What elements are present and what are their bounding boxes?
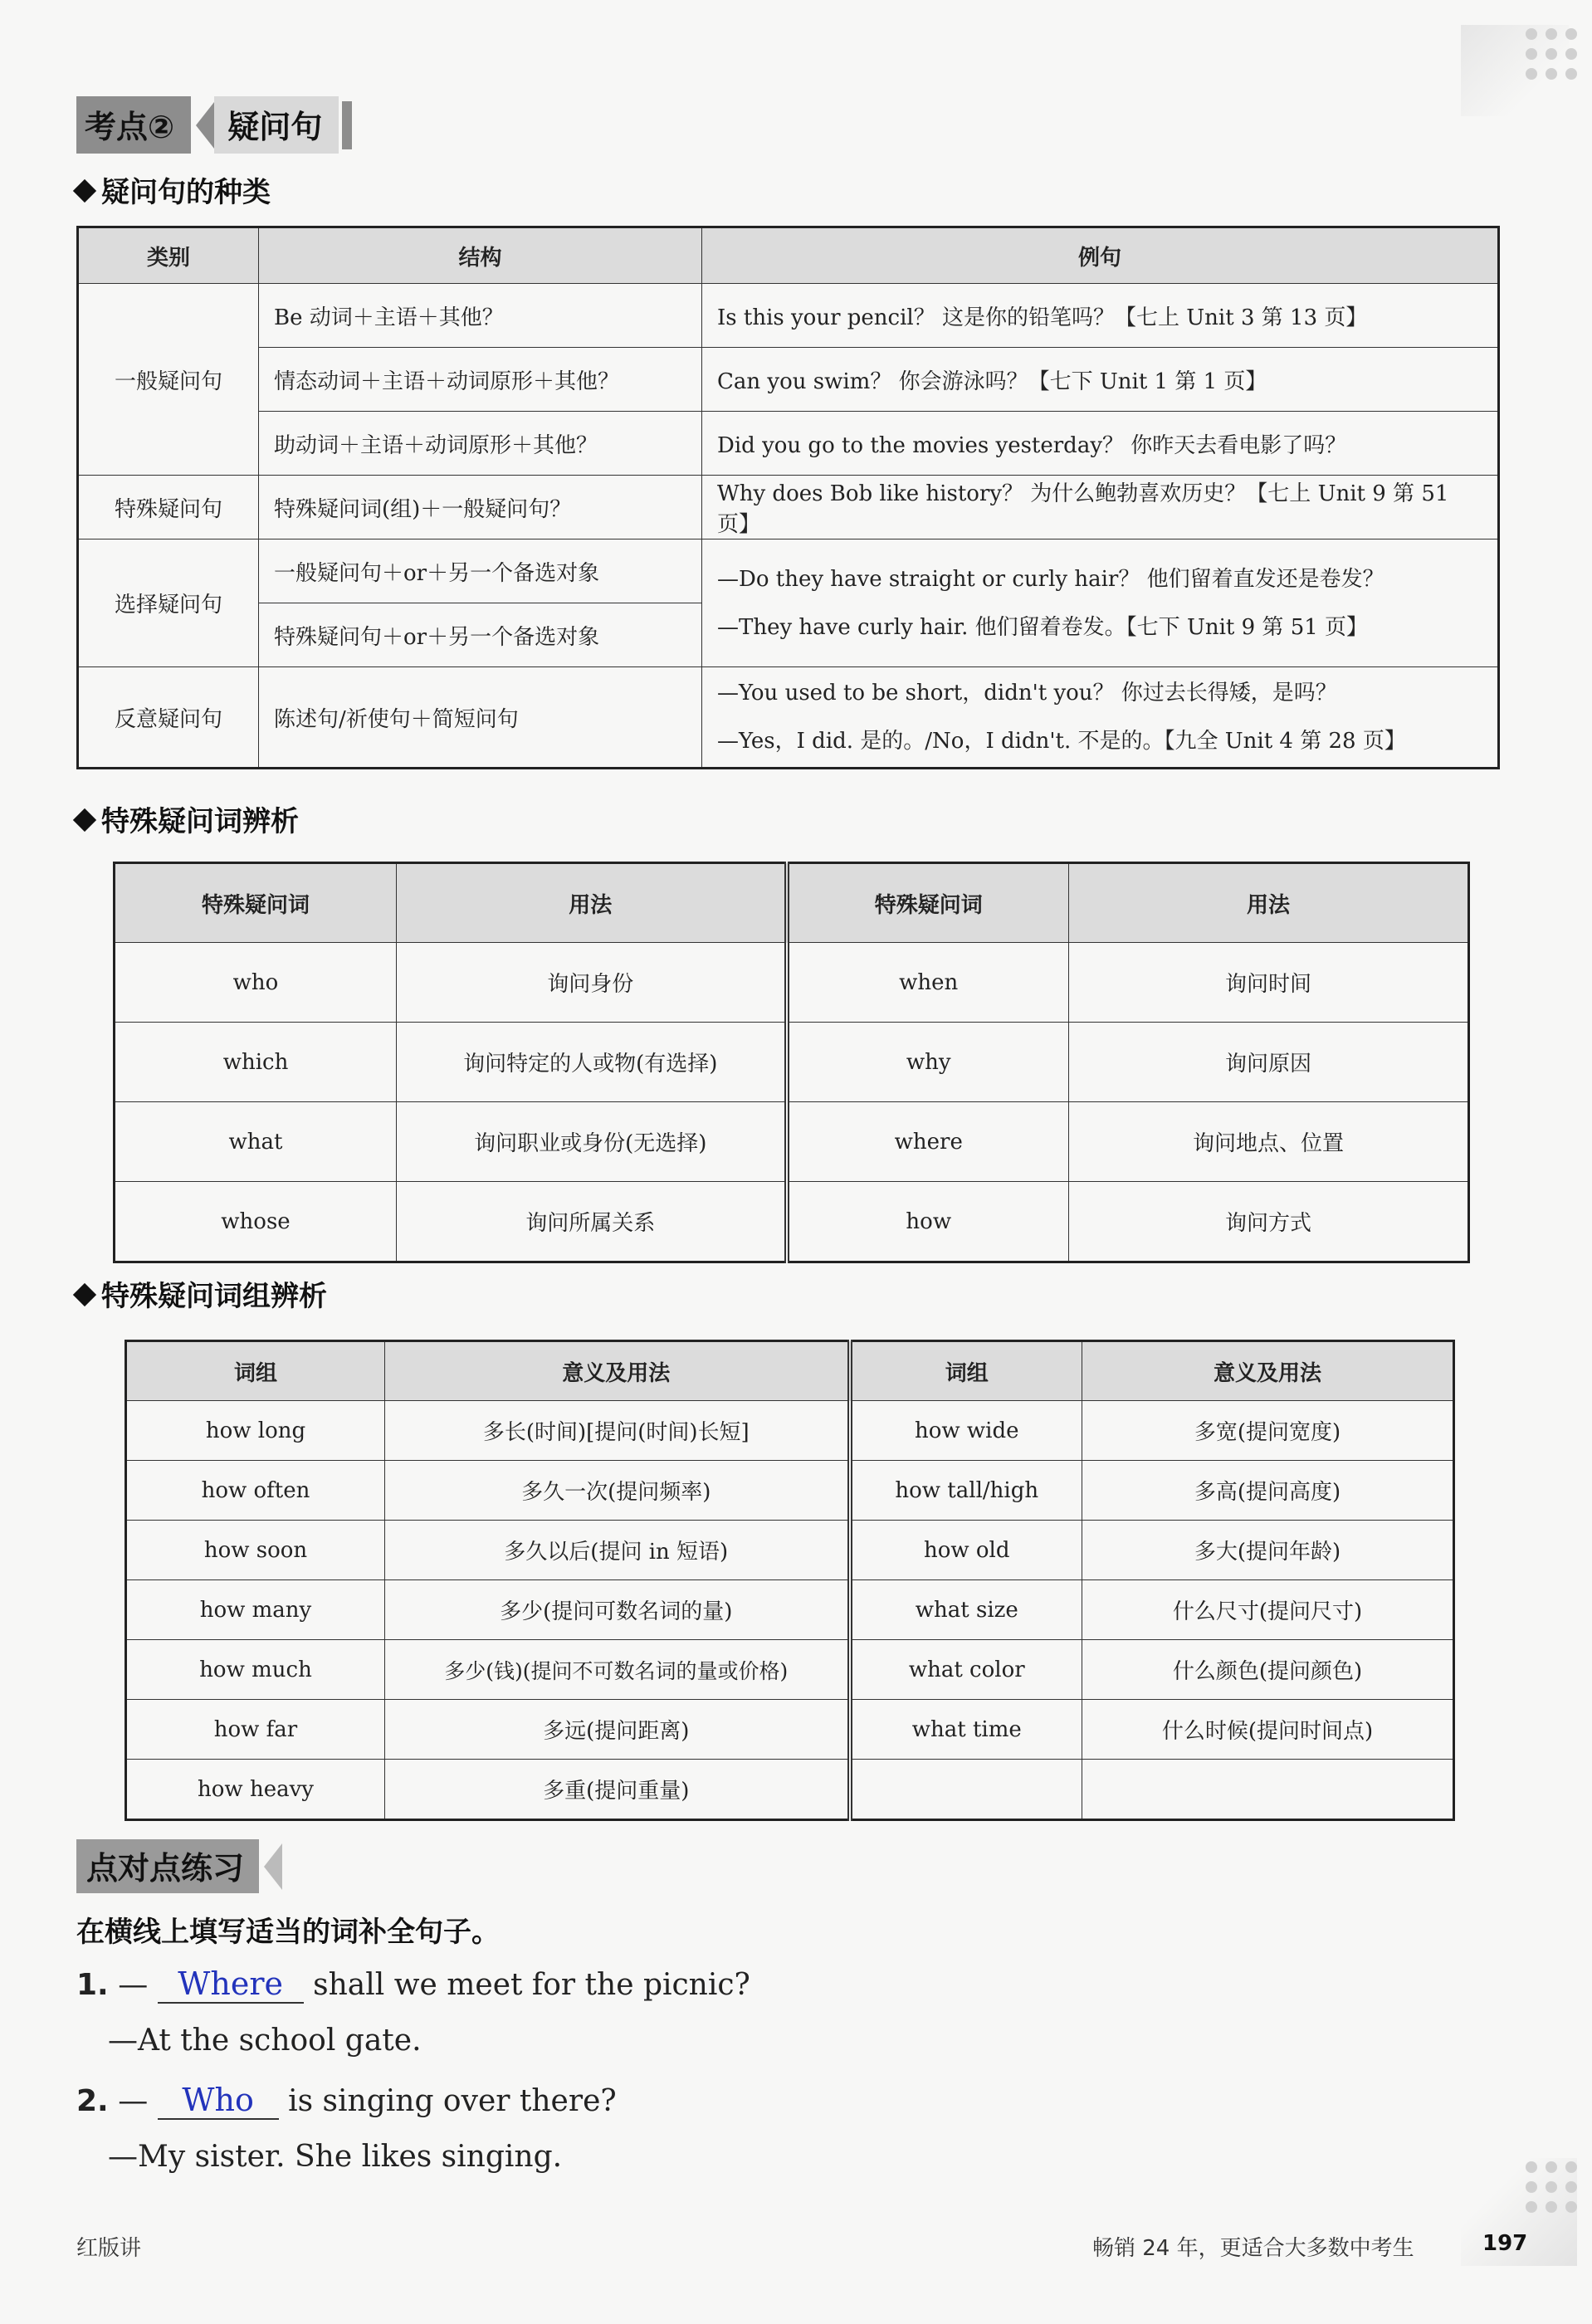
structure-cell: 特殊疑问句＋or＋另一个备选对象 bbox=[259, 603, 702, 667]
question-1: 1. — Where shall we meet for the picnic? bbox=[76, 1965, 750, 2002]
table-row: how much 多少(钱)(提问不可数名词的量或价格) what color 什么颜色(提问颜色) bbox=[126, 1640, 1454, 1700]
table-row bbox=[78, 540, 1499, 603]
structure-cell: 特殊疑问词(组)＋一般疑问句？ bbox=[259, 476, 702, 540]
practice-instruction: 在横线上填写适当的词补全句子。 bbox=[76, 1916, 500, 1949]
dot-pattern-top bbox=[1526, 28, 1577, 80]
practice-arrow-icon bbox=[264, 1843, 282, 1890]
section-arrow-icon bbox=[196, 102, 214, 149]
table-row bbox=[78, 348, 1499, 412]
table-row: whose 询问所属关系 how 询问方式 bbox=[115, 1182, 1469, 1262]
heading-question-types: 疑问句的种类 bbox=[76, 169, 271, 210]
reply-1: —At the school gate. bbox=[108, 2024, 422, 2058]
structure-cell: 一般疑问句＋or＋另一个备选对象 bbox=[259, 540, 702, 603]
question-words-table bbox=[113, 862, 1470, 1263]
table-row bbox=[78, 284, 1499, 348]
heading-question-words: 特殊疑问词辨析 bbox=[76, 798, 299, 839]
practice-title: 点对点练习 bbox=[76, 1839, 259, 1893]
question-phrases-table bbox=[125, 1340, 1455, 1821]
table-row: who 询问身份 when 询问时间 bbox=[115, 943, 1469, 1023]
footer-slogan: 畅销 24 年，更适合大多数中考生 bbox=[1092, 2236, 1414, 2261]
table-row: how soon 多久以后(提问 in 短语) how old 多大(提问年龄) bbox=[126, 1521, 1454, 1580]
header-phrase: 词组 bbox=[850, 1341, 1082, 1401]
example-cell: Did you go to the movies yesterday？ 你昨天去看电影了吗？ bbox=[702, 412, 1499, 476]
section-title bbox=[76, 96, 352, 154]
example-cell: Why does Bob like history？ 为什么鲍勃喜欢历史？【七上 Unit 9 第 51 页】 bbox=[702, 476, 1499, 540]
category-special: 特殊疑问句 bbox=[78, 476, 259, 540]
diamond-icon bbox=[73, 179, 96, 203]
table-row: how many 多少(提问可数名词的量) what size 什么尺寸(提问尺寸) bbox=[126, 1580, 1454, 1640]
example-cell: —You used to be short，didn't you？ 你过去长得矮，是吗？ —Yes，I did. 是的。/No，I didn't. 不是的。【九全 Unit 4 第 28 页】 bbox=[702, 667, 1499, 769]
reply-2: —My sister. She likes singing. bbox=[108, 2140, 563, 2174]
page-number: 197 bbox=[1482, 2231, 1528, 2256]
structure-cell: 情态动词＋主语＋动词原形＋其他？ bbox=[259, 348, 702, 412]
header-meaning: 意义及用法 bbox=[385, 1341, 850, 1401]
table-row: how long 多长(时间)[提问(时间)长短] how wide 多宽(提问宽度) bbox=[126, 1401, 1454, 1461]
example-cell: Can you swim？ 你会游泳吗？【七下 Unit 1 第 1 页】 bbox=[702, 348, 1499, 412]
table-row: how heavy 多重(提问重量) bbox=[126, 1760, 1454, 1820]
table-header-row bbox=[126, 1341, 1454, 1401]
table-row: how often 多久一次(提问频率) how tall/high 多高(提问高度) bbox=[126, 1461, 1454, 1521]
dot-pattern-bottom bbox=[1526, 2161, 1577, 2213]
table-header-row bbox=[78, 227, 1499, 284]
answer-blank-2[interactable]: Who bbox=[158, 2082, 279, 2120]
structure-cell: 陈述句/祈使句＋简短问句 bbox=[259, 667, 702, 769]
table-row: what 询问职业或身份(无选择) where 询问地点、位置 bbox=[115, 1102, 1469, 1182]
section-badge: 考点② bbox=[76, 96, 191, 154]
question-2: 2. — Who is singing over there? bbox=[76, 2082, 617, 2118]
table-row: which 询问特定的人或物(有选择) why 询问原因 bbox=[115, 1023, 1469, 1102]
header-usage: 用法 bbox=[1069, 863, 1469, 943]
header-category: 类别 bbox=[78, 227, 259, 284]
header-word: 特殊疑问词 bbox=[115, 863, 397, 943]
header-word: 特殊疑问词 bbox=[787, 863, 1069, 943]
practice-banner bbox=[76, 1839, 282, 1893]
example-cell: Is this your pencil？ 这是你的铅笔吗？【七上 Unit 3 第 13 页】 bbox=[702, 284, 1499, 348]
diamond-icon bbox=[73, 808, 96, 832]
table-row bbox=[78, 476, 1499, 540]
header-structure: 结构 bbox=[259, 227, 702, 284]
structure-cell: 助动词＋主语＋动词原形＋其他？ bbox=[259, 412, 702, 476]
table-header-row bbox=[115, 863, 1469, 943]
diamond-icon bbox=[73, 1283, 96, 1306]
header-meaning: 意义及用法 bbox=[1082, 1341, 1454, 1401]
category-choice: 选择疑问句 bbox=[78, 540, 259, 667]
section-name: 疑问句 bbox=[214, 96, 339, 154]
table-row bbox=[78, 412, 1499, 476]
structure-cell: Be 动词＋主语＋其他？ bbox=[259, 284, 702, 348]
table-row bbox=[78, 667, 1499, 769]
header-phrase: 词组 bbox=[126, 1341, 385, 1401]
category-tag: 反意疑问句 bbox=[78, 667, 259, 769]
category-general: 一般疑问句 bbox=[78, 284, 259, 476]
footer-left: 红版讲 bbox=[76, 2236, 142, 2261]
answer-blank-1[interactable]: Where bbox=[158, 1965, 304, 2004]
table-row: how far 多远(提问距离) what time 什么时候(提问时间点) bbox=[126, 1700, 1454, 1760]
header-example: 例句 bbox=[702, 227, 1499, 284]
section-bar bbox=[342, 101, 352, 149]
header-usage: 用法 bbox=[397, 863, 787, 943]
heading-question-phrases: 特殊疑问词组辨析 bbox=[76, 1273, 327, 1314]
question-types-table bbox=[76, 226, 1500, 769]
example-cell: —Do they have straight or curly hair？ 他们留着直发还是卷发？ —They have curly hair. 他们留着卷发。【七下 Unit 9 第 51 页】 bbox=[702, 540, 1499, 667]
